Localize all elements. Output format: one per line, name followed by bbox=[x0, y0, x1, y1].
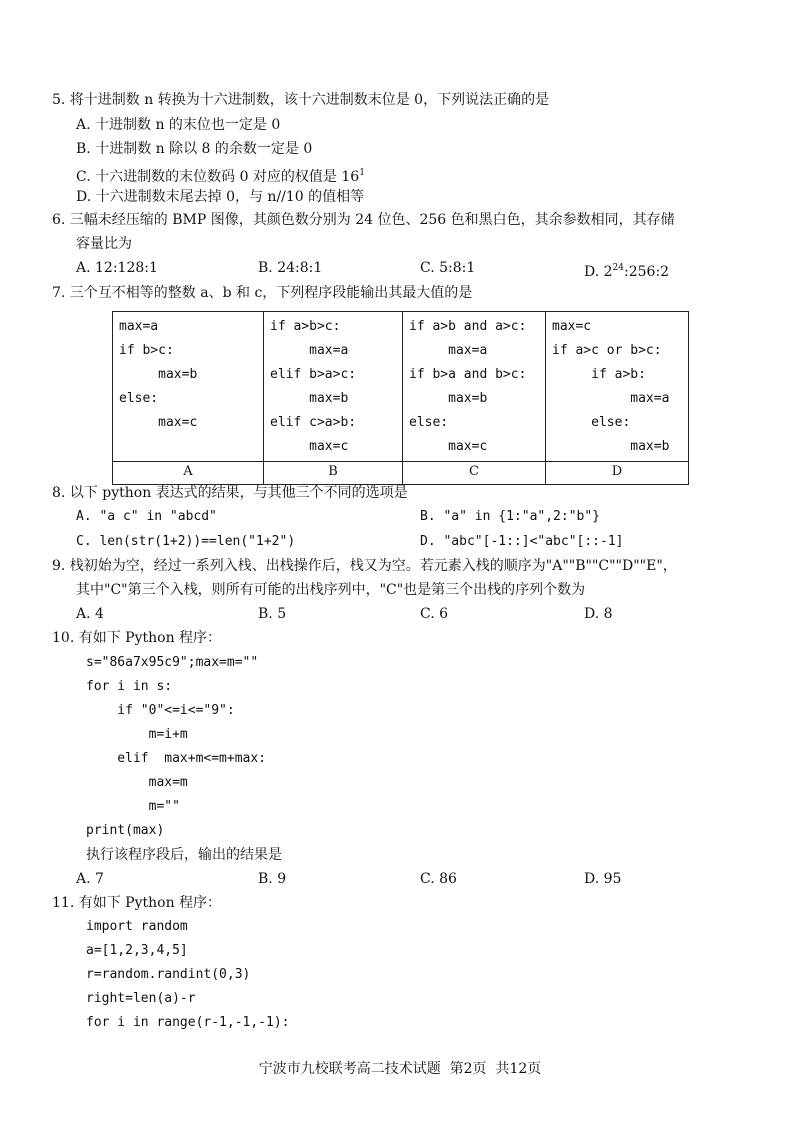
q6-stem-cont: 容量比为 bbox=[76, 236, 132, 252]
q7-cell-c bbox=[403, 312, 546, 462]
code-line: else: bbox=[409, 415, 449, 430]
q6-option-d: D. $2^{24}:256:2$ bbox=[584, 263, 670, 280]
q5-stem: 5. 将十进制数 n 转换为十六进制数，该十六进制数末位是 0，下列说法正确的是 bbox=[52, 92, 550, 108]
code-line: max=a bbox=[119, 319, 159, 334]
code-line: max=b bbox=[409, 391, 488, 406]
q8-option-a: A. "a c" in "abcd" bbox=[76, 509, 217, 524]
q5-option-a: A. 十进制数 n 的末位也一定是 0 bbox=[76, 117, 281, 133]
q8-option-b: B. "a" in {1:"a",2:"b"} bbox=[420, 509, 601, 524]
q10-option-b: B. 9 bbox=[258, 871, 287, 887]
q7-cell-d bbox=[546, 312, 689, 462]
q10-option-a: A. 7 bbox=[76, 871, 104, 887]
code-line: max=b bbox=[119, 367, 198, 382]
q7-label-b: B bbox=[264, 462, 403, 485]
code-line: if a>b: bbox=[552, 367, 646, 382]
code-line: max=a bbox=[270, 343, 349, 358]
q11-stem: 11. 有如下 Python 程序： bbox=[52, 895, 222, 911]
q7-cell-b bbox=[264, 312, 403, 462]
code-line: else: bbox=[119, 391, 159, 406]
q10-option-c: C. 86 bbox=[420, 871, 457, 887]
q10-after: 执行该程序段后，输出的结果是 bbox=[86, 847, 282, 863]
code-line: for i in s: bbox=[86, 679, 173, 694]
q9-option-d: D. 8 bbox=[584, 606, 613, 622]
q9-option-a: A. 4 bbox=[76, 606, 104, 622]
code-line: r=random.randint(0,3) bbox=[86, 967, 251, 982]
q7-cell-a bbox=[113, 312, 264, 462]
q10-option-d: D. 95 bbox=[584, 871, 622, 887]
code-line: max=c bbox=[552, 319, 592, 334]
q6-stem: 6. 三幅未经压缩的 BMP 图像，其颜色数分别为 24 位色、256 色和黑白色，其余参数相同，其存储 bbox=[52, 212, 675, 228]
code-line: elif max+m<=m+max: bbox=[86, 751, 267, 766]
code-line: max=b bbox=[552, 439, 670, 454]
code-line: for i in range(r-1,-1,-1): bbox=[86, 1015, 290, 1030]
code-line: max=c bbox=[270, 439, 349, 454]
code-line: max=c bbox=[119, 415, 198, 430]
code-line: a=[1,2,3,4,5] bbox=[86, 943, 188, 958]
code-line: max=a bbox=[552, 391, 670, 406]
code-line: m=i+m bbox=[86, 727, 188, 742]
code-line: elif c>a>b: bbox=[270, 415, 357, 430]
code-line: max=c bbox=[409, 439, 488, 454]
code-line: else: bbox=[552, 415, 631, 430]
code-line: if b>c: bbox=[119, 343, 174, 358]
code-line: max=m bbox=[86, 775, 188, 790]
code-line: import random bbox=[86, 919, 188, 934]
code-line: s="86a7x95c9";max=m="" bbox=[86, 655, 259, 670]
code-line: right=len(a)-r bbox=[86, 991, 196, 1006]
q7-label-c: C bbox=[403, 462, 546, 485]
q6-option-b: B. 24:8:1 bbox=[258, 260, 323, 276]
code-line: elif b>a>c: bbox=[270, 367, 357, 382]
code-line: if a>b and a>c: bbox=[409, 319, 527, 334]
q9-option-c: C. 6 bbox=[420, 606, 449, 622]
code-line: if a>b>c: bbox=[270, 319, 341, 334]
q6-option-c: C. 5:8:1 bbox=[420, 260, 476, 276]
q7-label-a: A bbox=[113, 462, 264, 485]
q8-option-d: D. "abc"[-1::]<"abc"[::-1] bbox=[420, 534, 624, 549]
q9-option-b: B. 5 bbox=[258, 606, 287, 622]
code-line: if b>a and b>c: bbox=[409, 367, 527, 382]
q7-stem: 7. 三个互不相等的整数 a、b 和 c，下列程序段能输出其最大值的是 bbox=[52, 285, 473, 301]
code-line: m="" bbox=[86, 799, 180, 814]
q9-stem: 9. 栈初始为空，经过一系列入栈、出栈操作后，栈又为空。若元素入栈的顺序为"A""B""C""D""E"， bbox=[52, 558, 677, 574]
code-line: max=b bbox=[270, 391, 349, 406]
code-line: max=a bbox=[409, 343, 488, 358]
q6-option-a: A. 12:128:1 bbox=[76, 260, 158, 276]
q8-stem: 8. 以下 python 表达式的结果，与其他三个不同的选项是 bbox=[52, 485, 408, 501]
q7-code-table bbox=[112, 311, 689, 485]
q5-option-d: D. 十六进制数末尾去掉 0，与 n//10 的值相等 bbox=[76, 189, 365, 205]
q7-label-d: D bbox=[546, 462, 689, 485]
code-line: if "0"<=i<="9": bbox=[86, 703, 235, 718]
q5-option-b: B. 十进制数 n 除以 8 的余数一定是 0 bbox=[76, 141, 313, 157]
page-footer: 宁波市九校联考高二技术试题 第2页 共12页 bbox=[258, 1061, 542, 1077]
q10-stem: 10. 有如下 Python 程序： bbox=[52, 630, 222, 646]
q5-option-c: C. 十六进制数的末位数码 0 对应的权值是 $16^1$ bbox=[76, 168, 365, 185]
q8-option-c: C. len(str(1+2))==len("1+2") bbox=[76, 534, 296, 549]
q9-stem-cont: 其中"C"第三个入栈，则所有可能的出栈序列中，"C"也是第三个出栈的序列个数为 bbox=[76, 582, 586, 598]
code-line: print(max) bbox=[86, 823, 165, 838]
code-line: if a>c or b>c: bbox=[552, 343, 662, 358]
